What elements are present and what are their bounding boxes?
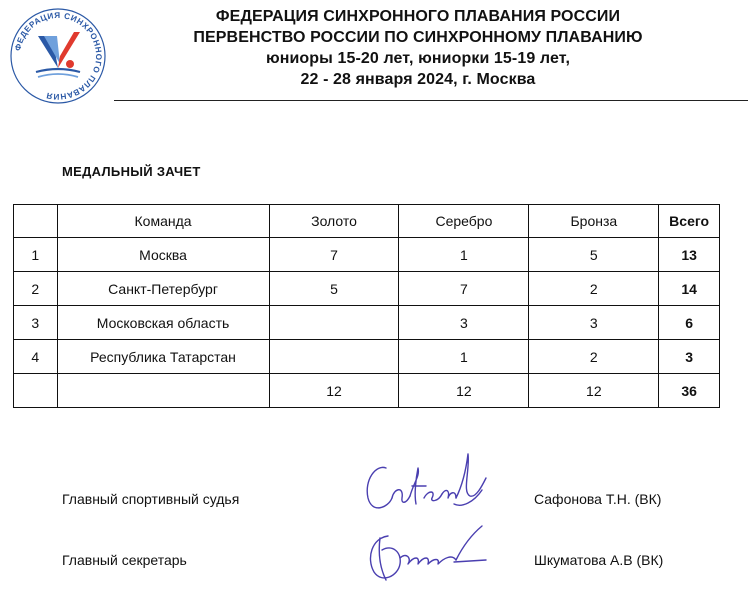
row-total: 13 (659, 238, 720, 272)
svg-text:ФЕДЕРАЦИЯ СИНХРОННОГО ПЛАВАНИЯ: ФЕДЕРАЦИЯ СИНХРОННОГО ПЛАВАНИЯ (13, 10, 104, 102)
row-silver: 1 (399, 340, 529, 374)
medal-table (13, 204, 720, 408)
header-num (14, 205, 58, 238)
table-row (14, 272, 720, 306)
chief-secretary-name: Шкуматова А.В (ВК) (534, 552, 664, 568)
row-gold: 7 (269, 238, 399, 272)
row-team: Москва (57, 238, 269, 272)
table-row (14, 238, 720, 272)
chief-judge-name: Сафонова Т.Н. (ВК) (534, 491, 662, 507)
row-num: 1 (14, 238, 58, 272)
totals-row (14, 374, 720, 408)
row-bronze: 2 (529, 272, 659, 306)
table-header-row (14, 205, 720, 238)
row-num: 3 (14, 306, 58, 340)
header-gold: Золото (269, 205, 399, 238)
header-team: Команда (57, 205, 269, 238)
row-num: 4 (14, 340, 58, 374)
totals-num (14, 374, 58, 408)
document-header (118, 6, 718, 90)
header-divider (114, 100, 748, 101)
row-silver: 3 (399, 306, 529, 340)
row-silver: 1 (399, 238, 529, 272)
row-team: Санкт-Петербург (57, 272, 269, 306)
header-line-4: 22 - 28 января 2024, г. Москва (300, 71, 536, 88)
header-line-1: ФЕДЕРАЦИЯ СИНХРОННОГО ПЛАВАНИЯ РОССИИ (215, 8, 621, 25)
section-title: МЕДАЛЬНЫЙ ЗАЧЕТ (62, 164, 201, 179)
row-num: 2 (14, 272, 58, 306)
header-line-3: юниоры 15-20 лет, юниорки 15-19 лет, (265, 50, 571, 67)
row-gold (269, 340, 399, 374)
row-bronze: 2 (529, 340, 659, 374)
header-silver: Серебро (399, 205, 529, 238)
chief-judge-signature (358, 446, 498, 526)
totals-silver: 12 (399, 374, 529, 408)
table-row (14, 340, 720, 374)
row-team: Московская область (57, 306, 269, 340)
row-bronze: 3 (529, 306, 659, 340)
row-total: 14 (659, 272, 720, 306)
row-team: Республика Татарстан (57, 340, 269, 374)
header-bronze: Бронза (529, 205, 659, 238)
row-gold (269, 306, 399, 340)
row-total: 6 (659, 306, 720, 340)
chief-secretary-title: Главный секретарь (62, 552, 187, 568)
totals-gold: 12 (269, 374, 399, 408)
federation-logo-icon (8, 6, 108, 106)
chief-secretary-signature (358, 518, 498, 590)
totals-team (57, 374, 269, 408)
totals-total: 36 (659, 374, 720, 408)
row-bronze: 5 (529, 238, 659, 272)
row-gold: 5 (269, 272, 399, 306)
header-total: Всего (659, 205, 720, 238)
row-silver: 7 (399, 272, 529, 306)
row-total: 3 (659, 340, 720, 374)
totals-bronze: 12 (529, 374, 659, 408)
header-line-2: ПЕРВЕНСТВО РОССИИ ПО СИНХРОННОМУ ПЛАВАНИЮ (193, 29, 643, 46)
table-row (14, 306, 720, 340)
chief-judge-title: Главный спортивный судья (62, 491, 240, 507)
